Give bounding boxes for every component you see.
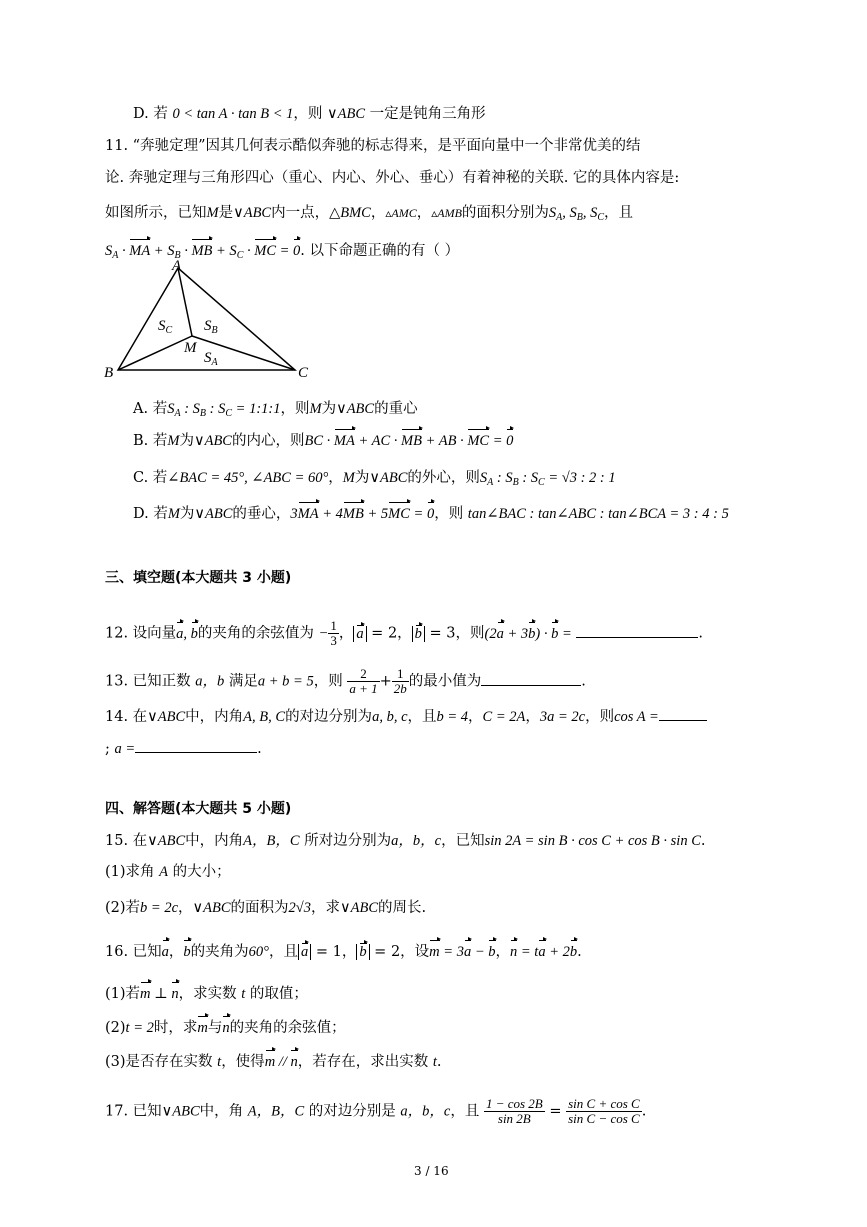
- q10-option-d: D. 若 0 < tan A · tan B < 1，则 ∨ABC 一定是钝角三角形: [133, 106, 486, 122]
- q16-p1: (1)若: [105, 986, 141, 1002]
- page-number: 3 / 16: [414, 1164, 449, 1178]
- fig-label-m: M: [184, 340, 197, 356]
- q11-option-c: C. 若∠BAC = 45°, ∠ABC = 60°，M为∨ABC的外心，则$S_A$ : $S_B$ : $S_C = √3$ : 2 : 1: [133, 470, 616, 488]
- q11-line3: 如图所示，已知M是∨ABC内一点，△BMC，▵AMC，▵AMB的面积分别为$S_A$, $S_B$, $S_C$，且: [105, 205, 634, 223]
- fig-label-sc: $S_C$: [158, 318, 173, 336]
- q15-p2c: ，求: [311, 900, 340, 916]
- q12-c: ，则: [455, 625, 485, 642]
- q15-p2b: 的面积为: [230, 900, 289, 916]
- q16-a: 16. 已知: [105, 944, 162, 960]
- q17: 17. 已知∨ABC中，角 A，B，C 的对边分别是 a，b，c，且 $\frac{1 - \cos 2B}{\sin 2B}$ = $\frac{\text{sin C + cos C}}{\text{sin C − cos C}}$ .: [105, 1096, 647, 1126]
- q12-a: 12. 设向量: [105, 625, 177, 642]
- q13-b: 满足: [228, 673, 258, 690]
- q15-b: 中，内角: [185, 833, 244, 849]
- q10-optd-tri: ∨ABC: [327, 106, 365, 122]
- fig-label-sa: $S_A$: [204, 350, 218, 368]
- q15-part2: (2)若b = 2c，∨ABC的面积为2√3，求∨ABC的周长.: [105, 900, 427, 916]
- q11-optd-mid: 为: [179, 506, 195, 522]
- fig-label-c: C: [298, 365, 309, 381]
- q13-d: 的最小值为: [408, 673, 482, 690]
- q15-p2d: 的周长.: [378, 900, 427, 916]
- q11-optc-mid: 为: [354, 470, 370, 486]
- q16-p3: (3)是否存在实数: [105, 1054, 213, 1070]
- q11-optb-mid: 为: [179, 433, 194, 449]
- q17-frac-left: $\frac{1 - \cos 2B}{\sin 2B}$: [485, 1096, 543, 1126]
- fig-label-a: A: [172, 258, 182, 274]
- q13-frac2: $\frac{1}{2b}$: [393, 666, 407, 696]
- q16-p3b: ，使得: [221, 1054, 265, 1070]
- section-4-title: 四、解答题(本大题共 5 小题): [105, 801, 292, 817]
- q11-optc-label: C. 若: [133, 470, 168, 486]
- q10-optd-math: 0 < tan A · tan B < 1: [172, 106, 294, 122]
- q14: 14. 在∨ABC中，内角A, B, C的对边分别为a, b, c，且b = 4，C = 2A，3a = 2c，则cos A =: [105, 706, 707, 728]
- q11-opta-mid: ，则: [280, 401, 310, 417]
- q15: 15. 在∨ABC中，内角A，B，C 所对边分别为a，b，c，已知sin 2A = sin B · cos C + cos B · sin C.: [105, 833, 706, 849]
- q14-answer-blank-2[interactable]: [135, 738, 257, 753]
- q11-option-d: D. 若M为∨ABC的垂心，3MA + 4MB + 5MC = 0，则 tan∠BAC : tan∠ABC : tan∠BCA = 3 : 4 : 5: [133, 503, 729, 525]
- q15-c: 所对边分别为: [304, 833, 392, 849]
- q11-l3b: 是: [218, 205, 234, 221]
- q15-p2: (2)若: [105, 900, 141, 916]
- q11-line4: $S_A$ · MA + $S_B$ · MB + $S_C$ · MC = 0. 以下命题正确的有（ ）: [105, 240, 459, 267]
- q11-optb-tail: 的内心，则: [231, 433, 305, 449]
- q17-b: 中，角: [199, 1103, 244, 1120]
- q16-c: ，且: [268, 944, 298, 960]
- q11-l3c: 内一点，: [271, 205, 330, 221]
- fig-label-sb: $S_B$: [204, 318, 218, 336]
- q16-part3: (3)是否存在实数 t，使得m // n，若存在，求出实数 t.: [105, 1051, 441, 1073]
- q16: 16. 已知a，b的夹角为60°，且 a = 1， b = 2，设m = 3a − b，n = ta + 2b.: [105, 941, 582, 963]
- q11-optb-label: B. 若: [133, 433, 168, 449]
- q11-opta-end: 的重心: [374, 401, 418, 417]
- q17-c: 的对边分别是: [308, 1103, 396, 1120]
- q14-d: ，且: [407, 709, 437, 725]
- q14-b: 中，内角: [185, 709, 244, 725]
- q14-answer-blank-1[interactable]: [659, 706, 707, 721]
- q11-option-a: A. 若$S_A$ : $S_B$ : $S_C$ = 1:1:1，则M为∨ABC的重心: [133, 401, 418, 419]
- q11-l3d: 的面积分别为: [461, 205, 549, 221]
- q10-optd-label: D. 若: [133, 106, 168, 122]
- q11-line2: 论. 奔驰定理与三角形四心（重心、内心、外心、垂心）有着神秘的关联. 它的具体内容是:: [105, 170, 680, 186]
- q11-optd-then: 则: [448, 506, 464, 522]
- q11-optc-tail: 的外心，则: [407, 470, 480, 486]
- q13-c: ，则: [313, 673, 343, 690]
- q11-optd-label: D. 若: [133, 506, 168, 522]
- q16-b: 的夹角为: [190, 944, 249, 960]
- q10-optd-tail: 一定是钝角三角形: [369, 106, 486, 122]
- q17-d: ，且: [450, 1103, 480, 1120]
- q15-d: ，已知: [441, 833, 485, 849]
- q16-p2c: 与: [207, 1020, 223, 1036]
- q16-d: ，设: [400, 944, 430, 960]
- q14-c: 的对边分别为: [285, 709, 373, 725]
- q11-l3a: 如图所示，已知: [105, 205, 207, 221]
- q15-part1: (1)求角 A 的大小；: [105, 864, 231, 880]
- q13-frac1: $\frac{2}{a + 1}$: [349, 666, 378, 696]
- q13-a: 13. 已知正数: [105, 673, 191, 690]
- q16-part1: (1)若m ⊥ n，求实数 t 的取值；: [105, 983, 308, 1005]
- q13-answer-blank[interactable]: [481, 671, 581, 686]
- q16-part2: (2)t = 2时，求m与n的夹角的余弦值；: [105, 1017, 346, 1039]
- q16-p3c: ，若存在，求出实数: [297, 1054, 429, 1070]
- q11-l4-tail: . 以下命题正确的有（ ）: [300, 243, 460, 259]
- q14-e: ，则: [585, 709, 615, 725]
- q11-opta-tail: 为: [321, 401, 337, 417]
- q16-p1c: 的取值；: [249, 986, 308, 1002]
- q16-p1b: ，求实数: [178, 986, 237, 1002]
- q13: 13. 已知正数 a，b 满足a + b = 5，则 $\frac{2}{a + 1}$ + $\frac{1}{2b}$ 的最小值为 .: [105, 666, 586, 696]
- fig-label-b: B: [104, 365, 114, 381]
- q15-p1: (1)求角: [105, 864, 155, 880]
- q17-a: 17. 已知: [105, 1103, 162, 1120]
- q16-p2d: 的夹角的余弦值；: [229, 1020, 346, 1036]
- q14-line2: ; a = .: [105, 738, 262, 760]
- q12-answer-blank[interactable]: [576, 623, 698, 638]
- q12-b: 的夹角的余弦值为: [197, 625, 314, 642]
- q14-a: 14. 在: [105, 709, 148, 725]
- q11-option-b: B. 若M为∨ABC的内心，则BC · MA + AC · MB + AB · MC = 0: [133, 430, 513, 452]
- q11-l3e: ，且: [604, 205, 634, 221]
- q12: 12. 设向量a, b的夹角的余弦值为 − $\frac{1}{3}$ ， a = 2， b = 3，则(2a + 3b) · b = .: [105, 618, 704, 648]
- section-3-title: 三、填空题(本大题共 3 小题): [105, 570, 292, 586]
- triangle-figure: [100, 258, 320, 383]
- q12-frac: $\frac{1}{3}$: [330, 618, 337, 648]
- q16-p2b: 时，求: [153, 1020, 198, 1036]
- q11-optd-tail: 的垂心，: [232, 506, 291, 522]
- q11-opta-label: A. 若: [133, 401, 168, 417]
- q17-frac-right: $\frac{\text{sin C + cos C}}{\text{sin C − cos C}}$: [568, 1096, 640, 1126]
- q15-a: 15. 在: [105, 833, 148, 849]
- q15-p1b: 的大小；: [172, 864, 231, 880]
- q11-line1: 11. “奔驰定理”因其几何表示酷似奔驰的标志得来，是平面向量中一个非常优美的结: [105, 138, 641, 154]
